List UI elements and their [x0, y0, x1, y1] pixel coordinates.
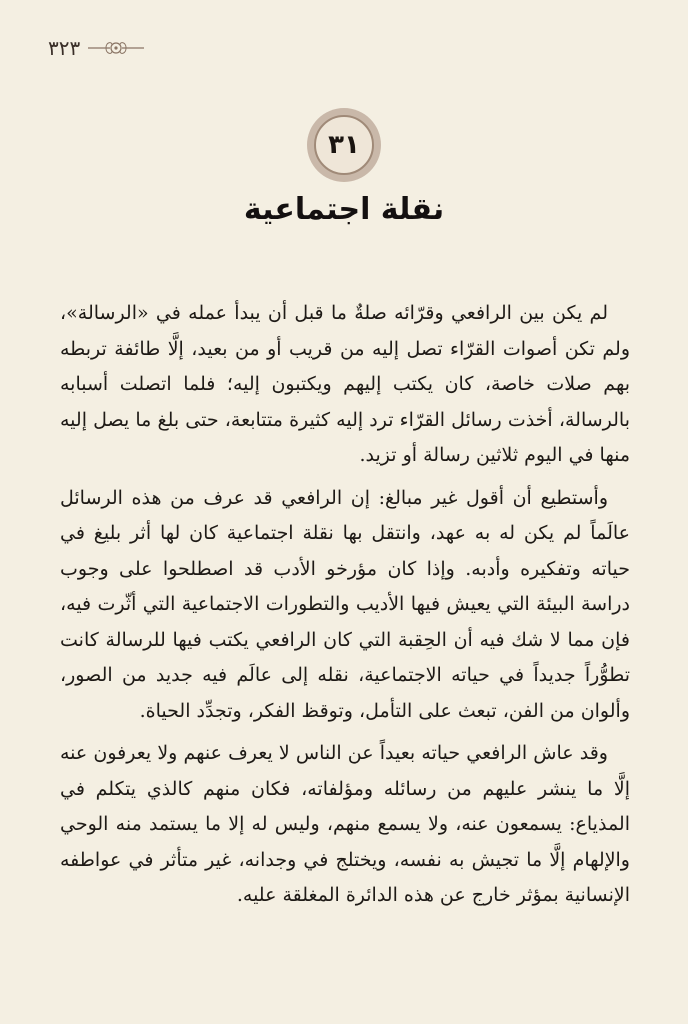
chapter-number: ٣١ [328, 130, 360, 160]
paragraph: لم يكن بين الرافعي وقرّائه صلةٌ ما قبل أن يبدأ عمله في «الرسالة»، ولم تكن أصوات القرّاء تصل إليه من قريب أو من بعيد، إلَّا طائفة تربطه بهم صلات خاصة، كان يكتب إليهم ويكتبون إليه؛ فلما اتصلت أسبابه بالرسالة، أخذت رسائل القرّاء ترد إليه كثيرة متتابعة، حتى بلغ ما يصل إليه منها في اليوم ثلاثين رسالة أو تزيد. [60, 302, 630, 466]
page-number: ٣٢٣ [48, 36, 81, 60]
chapter-number-badge-inner [314, 115, 374, 175]
ornament-icon [86, 37, 146, 59]
paragraph: وأستطيع أن أقول غير مبالغ: إن الرافعي قد عرف من هذه الرسائل عالَماً لم يكن له به عهد، وانتقل بها نقلة اجتماعية كان لها أثر بليغ في حياته وتفكيره وأدبه. وإذا كان مؤرخو الأدب قد اصطلحوا على وجوب دراسة البيئة التي يعيش فيها الأديب والتطورات الاجتماعية التي أثّرت فيه، فإن مما لا شك فيه أن الحِقبة التي كان الرافعي يكتب فيها للرسالة كانت تطوُّراً جديداً في حياته الاجتماعية، نقله إلى عالَم فيه جديد من الصور، وألوان من الفن، تبعث على التأمل، وتوقظ الفكر، وتجدِّد الحياة. [60, 486, 630, 722]
body-text [60, 296, 630, 921]
chapter-title: نقلة اجتماعية [243, 192, 445, 227]
page-header [48, 36, 146, 60]
chapter-number-badge [307, 108, 381, 182]
paragraph: وقد عاش الرافعي حياته بعيداً عن الناس لا يعرف عنهم ولا يعرفون عنه إلَّا ما ينشر عليهم من رسائله ومؤلفاته، فكان منهم كالذي يتكلم في المذياع: يسمعون عنه، ولا يسمع منهم، وليس له إلا ما يستمد منه الوحي والإلهام إلَّا ما تجيش به نفسه، ويختلج في وجدانه، غير متأثر في عواطفه الإنسانية بمؤثر خارج عن هذه الدائرة المغلقة عليه. [60, 742, 630, 906]
